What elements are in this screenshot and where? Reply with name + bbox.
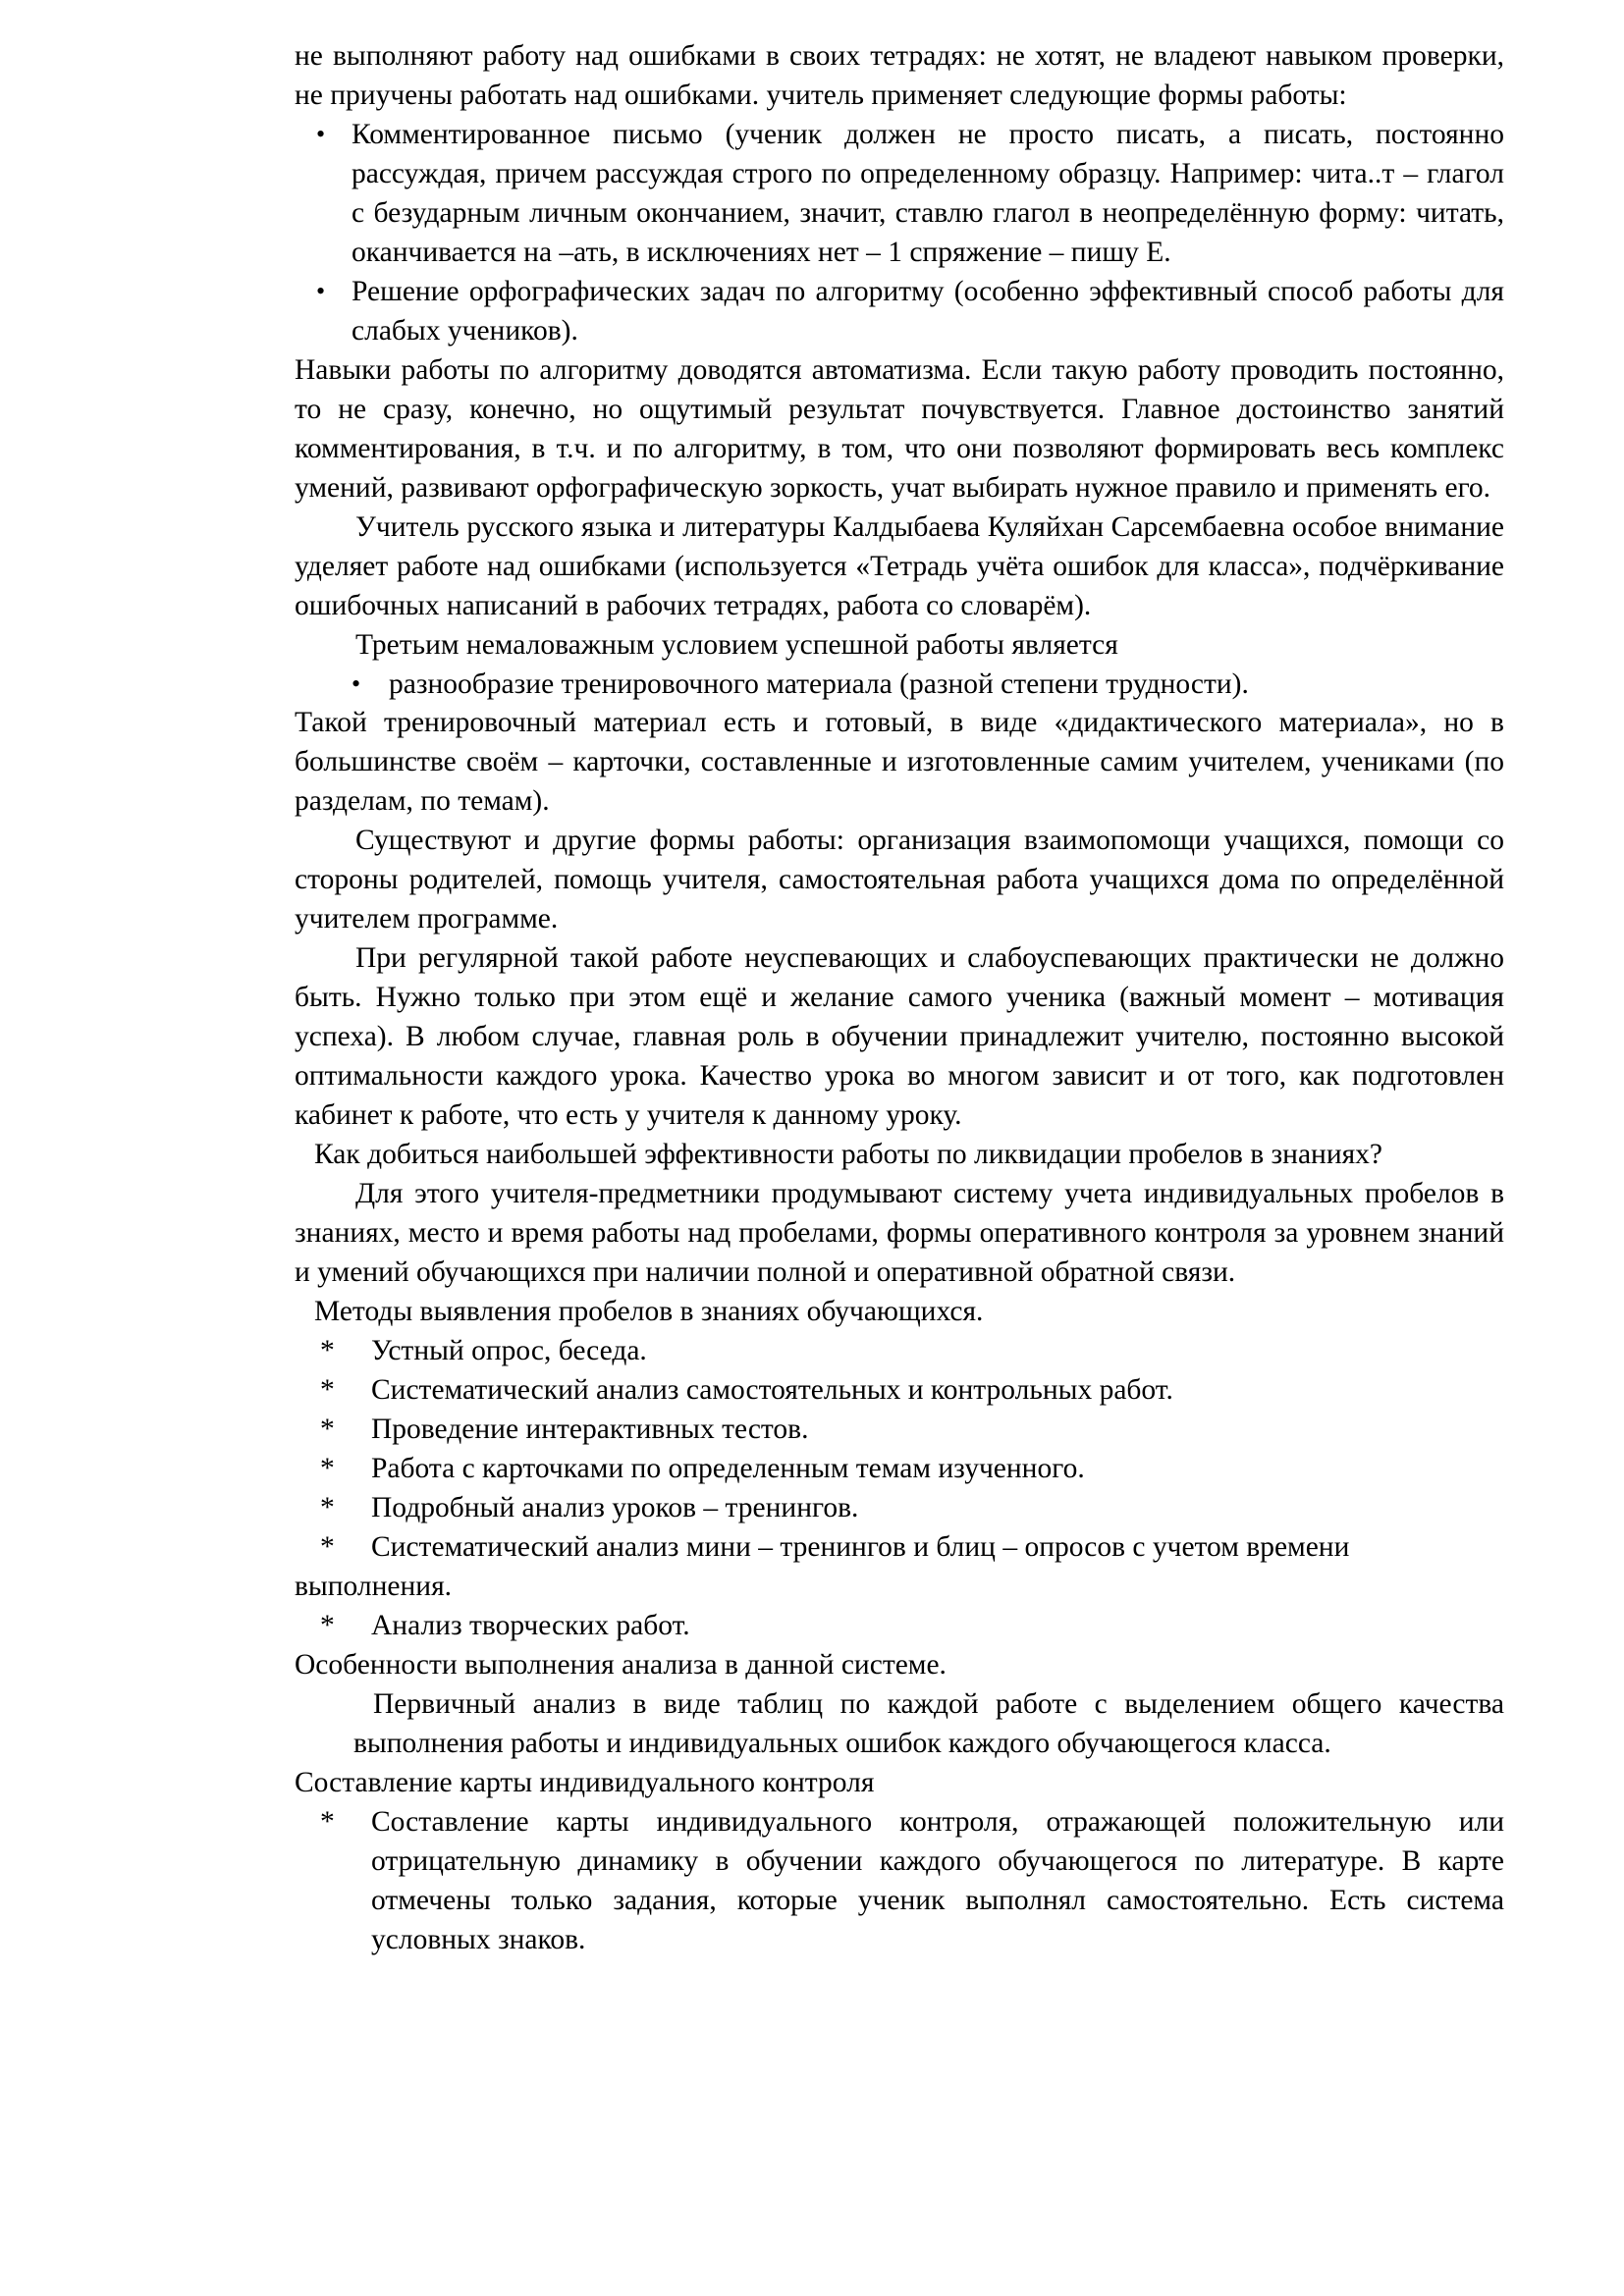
paragraph-material: Такой тренировочный материал есть и готовый, в виде «дидактического материала», но в большинстве своём – карточки, составленные и изготовленные самим учителем, учениками (по разделам, по темам). xyxy=(295,707,1504,818)
list-item xyxy=(295,1528,1504,1568)
paragraph-card-title: Составление карты индивидуального контроля xyxy=(295,1766,875,1798)
list-item xyxy=(295,1371,1504,1411)
list-item xyxy=(295,1607,1504,1646)
list-item xyxy=(295,666,1504,705)
asterisk-icon: * xyxy=(320,1805,335,1838)
asterisk-icon: * xyxy=(320,1334,335,1366)
asterisk-icon: * xyxy=(320,1530,335,1563)
list-item xyxy=(295,1803,1504,1960)
list-item xyxy=(295,1450,1504,1489)
list-item-text: Работа с карточками по определенным темам изученного. xyxy=(371,1452,1085,1484)
bullet-icon: • xyxy=(352,668,361,698)
list-item-text: Устный опрос, беседа. xyxy=(371,1334,647,1366)
paragraph-teacher: Учитель русского языка и литературы Калдыбаева Куляйхан Сарсембаевна особое внимание уделяет работе над ошибками (используется «Тетрадь учёта ошибок для класса», подчёркивание ошибочных написаний в рабочих тетрадях, работа со словарём). xyxy=(295,510,1504,621)
asterisk-icon: * xyxy=(320,1609,335,1641)
asterisk-icon: * xyxy=(320,1373,335,1406)
paragraph-algorithm: Навыки работы по алгоритму доводятся автоматизма. Если такую работу проводить постоянно, то не сразу, конечно, но ощутимый результат почувствуется. Главное достоинство занятий комментирования, в т.ч. и по алгоритму, в том, что они позволяют формировать весь комплекс умений, развивают орфографическую зоркость, учат выбирать нужное правило и применять его. xyxy=(295,353,1504,504)
paragraph-system: Для этого учителя-предметники продумывают систему учета индивидуальных пробелов в знаниях, место и время работы над пробелами, формы оперативного контроля за уровнем знаний и умений обучающихся при наличии полной и оперативной обратной связи. xyxy=(295,1178,1504,1289)
list-item-text: Комментированное письмо (ученик должен не просто писать, а писать, постоянно рассуждая, причем рассуждая строго по определенному образцу. Например: чита..т – глагол с безударным личным окончанием, значит, ставлю глагол в неопределённую форму: читать, оканчивается на –ать, в исключениях нет – 1 спряжение – пишу Е. xyxy=(352,118,1504,268)
list-item xyxy=(295,273,1504,351)
paragraph-question: Как добиться наибольшей эффективности работы по ликвидации пробелов в знаниях? xyxy=(314,1139,1383,1171)
document-body xyxy=(295,37,1504,1959)
paragraph-primary-analysis: Первичный анализ в виде таблиц по каждой работе с выделением общего качества выполнения работы и индивидуальных ошибок каждого обучающегося класса. xyxy=(353,1687,1504,1759)
paragraph-third-condition: Третьим немаловажным условием успешной работы является xyxy=(355,628,1118,661)
paragraph-other-forms: Существуют и другие формы работы: организация взаимопомощи учащихся, помощи со стороны родителей, помощь учителя, самостоятельная работа учащихся дома по определённой учителем программе. xyxy=(295,825,1504,935)
list-item xyxy=(295,1332,1504,1371)
list-item xyxy=(295,1411,1504,1450)
bullet-icon: • xyxy=(316,119,326,148)
asterisk-icon: * xyxy=(320,1491,335,1523)
paragraph-methods-title: Методы выявления пробелов в знаниях обучающихся. xyxy=(314,1296,984,1327)
paragraph-regular-work: При регулярной такой работе неуспевающих и слабоуспевающих практически не должно быть. Нужно только при этом ещё и желание самого ученика (важный момент – мотивация успеха). В любом случае, главная роль в обучении принадлежит учителю, постоянно высокой оптимальности каждого урока. Качество урока во многом зависит и от того, как подготовлен кабинет к работе, что есть у учителя к данному уроку. xyxy=(295,942,1504,1132)
list-item-text: Систематический анализ мини – тренингов и блиц – опросов с учетом времени xyxy=(371,1530,1350,1563)
paragraph-intro: не выполняют работу над ошибками в своих тетрадях: не хотят, не владеют навыком проверки, не приучены работать над ошибками. учитель применяет следующие формы работы: xyxy=(295,40,1504,111)
list-item-text: Анализ творческих работ. xyxy=(371,1609,690,1641)
list-item-text: Подробный анализ уроков – тренингов. xyxy=(371,1491,859,1523)
list-item-text: Систематический анализ самостоятельных и контрольных работ. xyxy=(371,1373,1173,1406)
asterisk-icon: * xyxy=(320,1452,335,1484)
list-item-text: Проведение интерактивных тестов. xyxy=(371,1413,809,1445)
list-item-text: Решение орфографических задач по алгоритму (особенно эффективный способ работы для слабых учеников). xyxy=(352,275,1504,347)
list-item-text: разнообразие тренировочного материала (разной степени трудности). xyxy=(389,667,1249,700)
list-item xyxy=(295,116,1504,273)
list-item-text: Составление карты индивидуального контроля, отражающей положительную или отрицательную динамику в обучении каждого обучающегося по литературе. В карте отмечены только задания, которые ученик выполнял самостоятельно. Есть система условных знаков. xyxy=(371,1805,1504,1955)
paragraph-analysis-title: Особенности выполнения анализа в данной системе. xyxy=(295,1648,947,1681)
paragraph-star-continuation: выполнения. xyxy=(295,1570,453,1602)
bullet-icon: • xyxy=(316,276,326,305)
list-item xyxy=(295,1489,1504,1528)
asterisk-icon: * xyxy=(320,1413,335,1445)
